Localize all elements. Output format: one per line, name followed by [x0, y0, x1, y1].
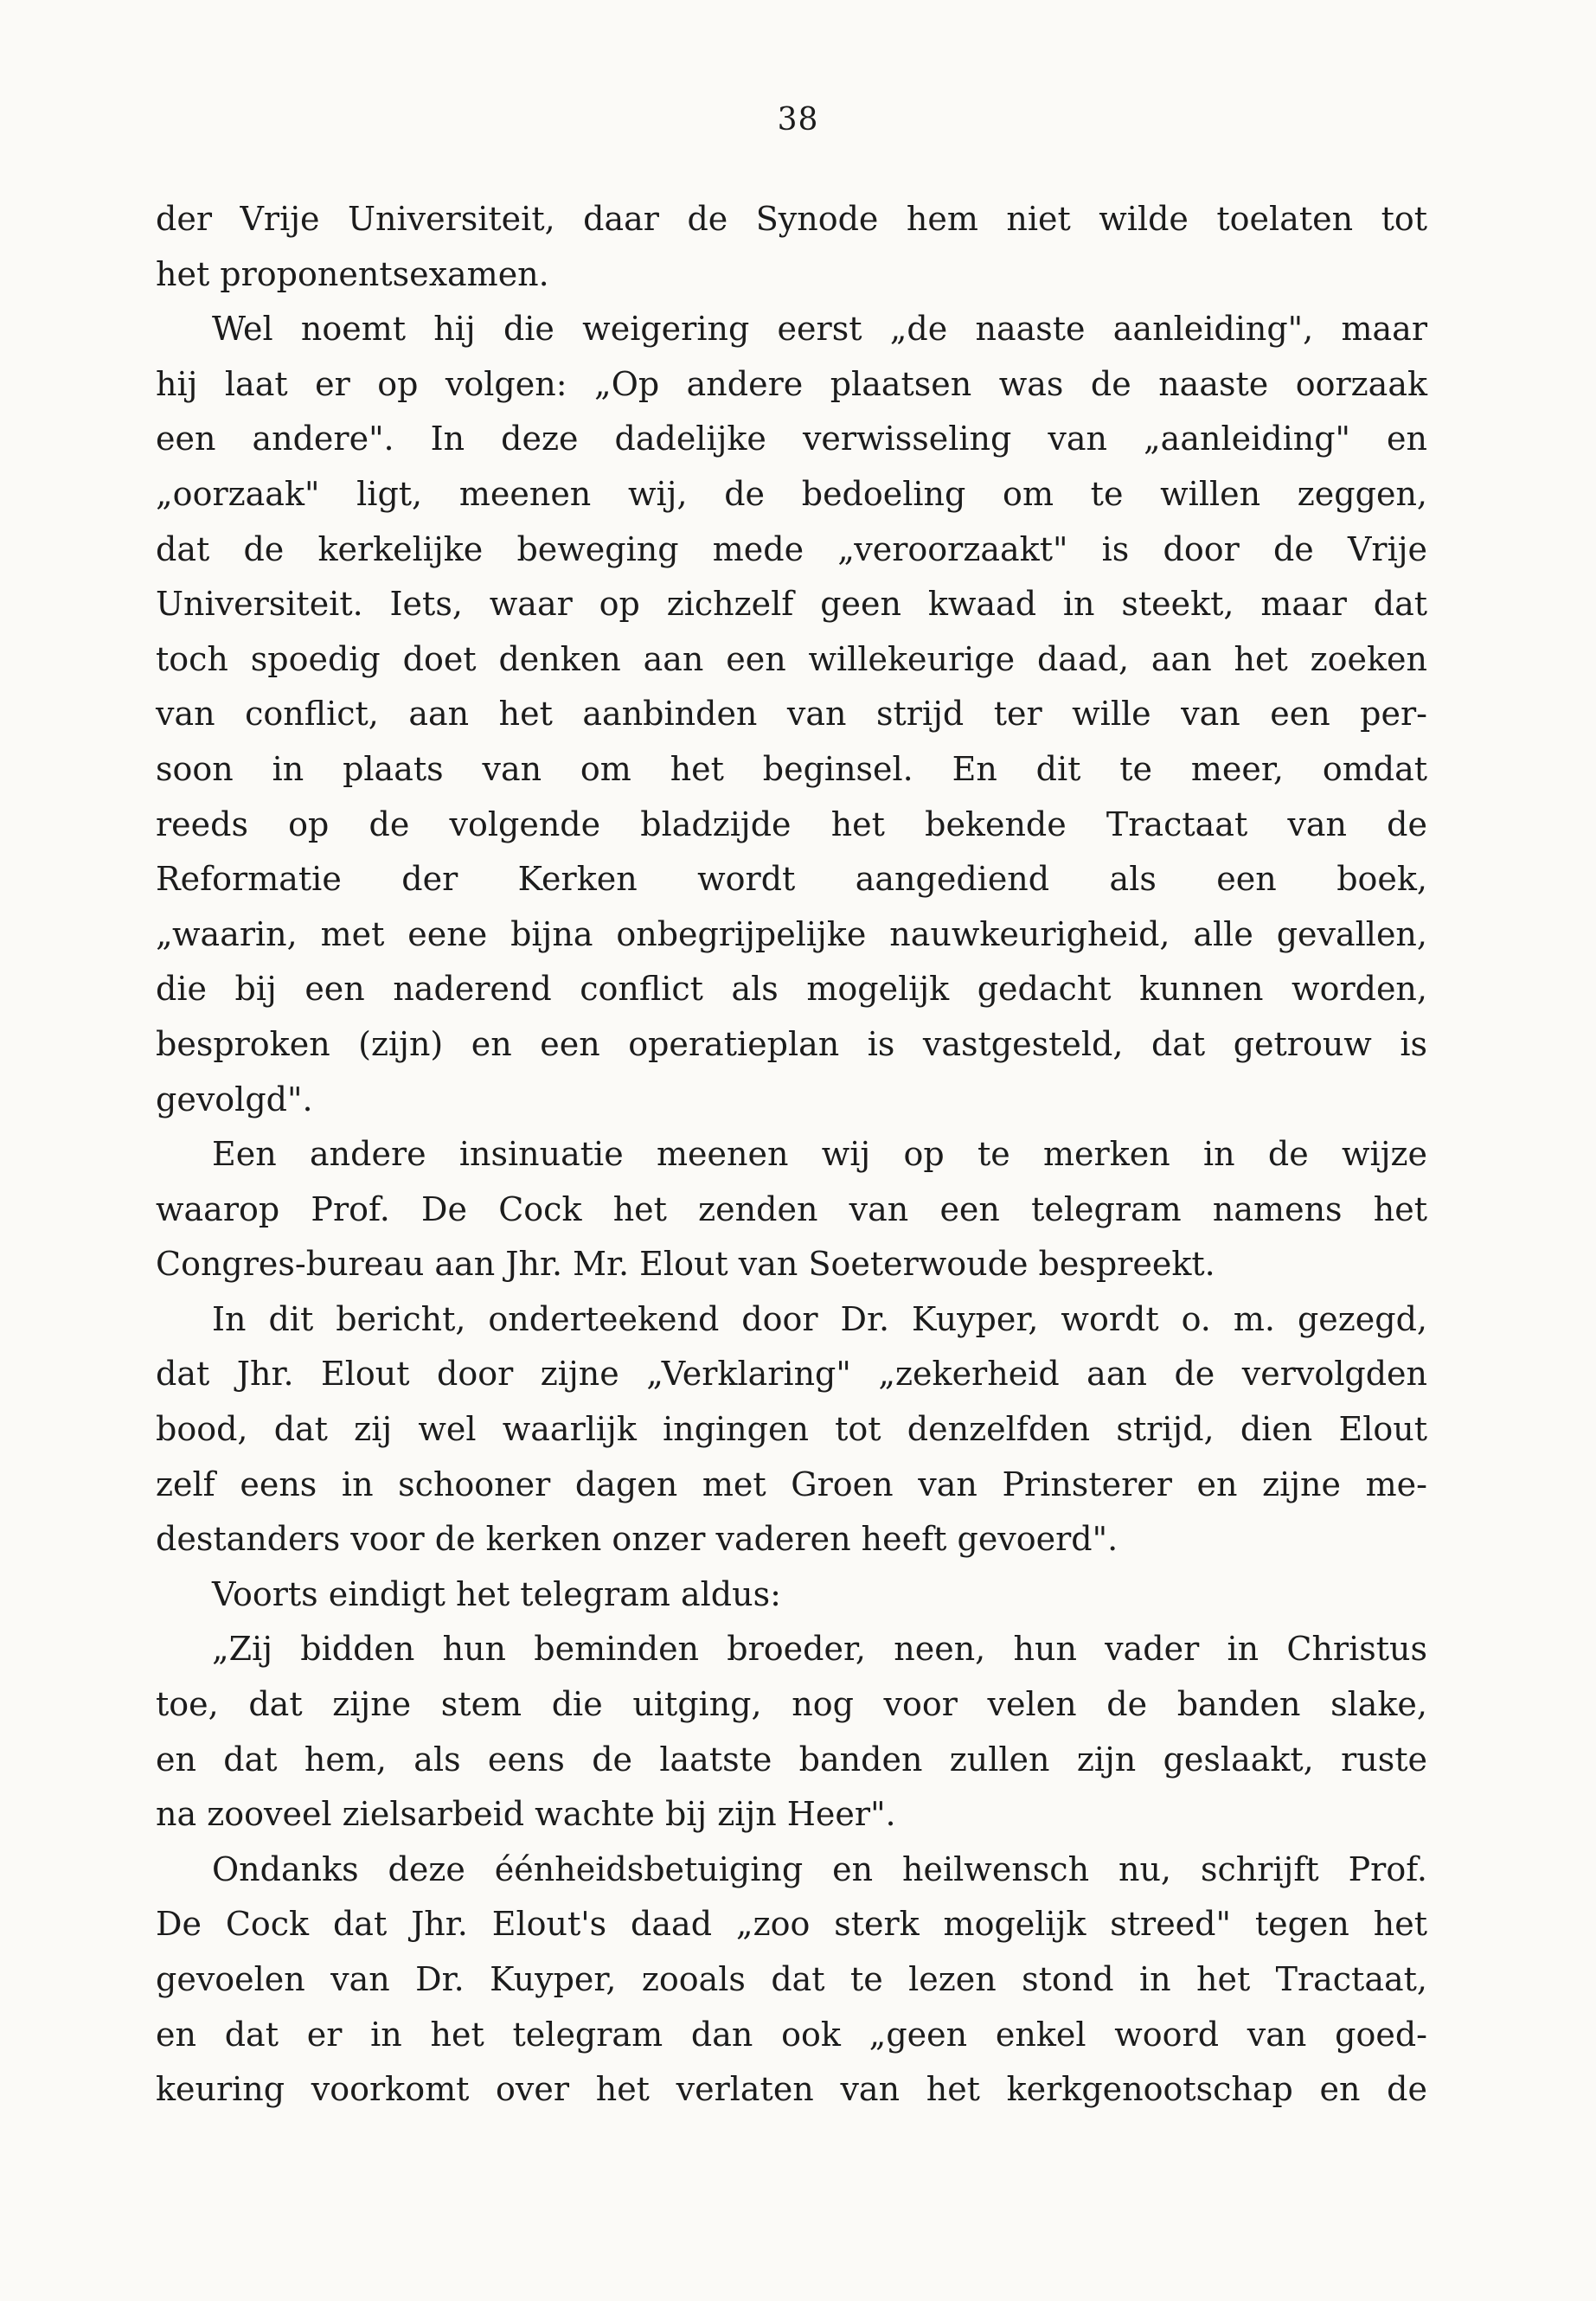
- text-line: „oorzaak" ligt, meenen wij, de bedoeling om te willen zeggen,: [156, 474, 1427, 513]
- text-line: „waarin, met eene bijna onbegrijpelijke nauwkeurigheid, alle gevallen,: [156, 914, 1427, 953]
- text-line: Een andere insinuatie meenen wij op te merken in de wijze: [212, 1135, 1427, 1174]
- text-line: het proponentsexamen.: [156, 254, 549, 293]
- text-line: dat Jhr. Elout door zijne „Verklaring" „zekerheid aan de vervolgden: [156, 1355, 1427, 1394]
- text-line: Reformatie der Kerken wordt aangediend als een boek,: [156, 860, 1427, 899]
- page-number: 38: [777, 102, 819, 138]
- text-line: De Cock dat Jhr. Elout's daad „zoo sterk mogelijk streed" tegen het: [156, 1905, 1427, 1944]
- text-line: die bij een naderend conflict als mogelijk gedacht kunnen worden,: [156, 970, 1427, 1009]
- text-line: toe, dat zijne stem die uitging, nog voor velen de banden slake,: [156, 1685, 1427, 1724]
- text-line: dat de kerkelijke beweging mede „veroorzaakt" is door de Vrije: [156, 529, 1427, 568]
- text-line: gevoelen van Dr. Kuyper, zooals dat te lezen stond in het Tractaat,: [156, 1960, 1427, 1998]
- text-line: keuring voorkomt over het verlaten van het kerkgenootschap en de: [156, 2070, 1427, 2109]
- text-line: hij laat er op volgen: „Op andere plaatsen was de naaste oorzaak: [156, 364, 1427, 403]
- text-line: reeds op de volgende bladzijde het bekende Tractaat van de: [156, 804, 1427, 843]
- text-line: Congres-bureau aan Jhr. Mr. Elout van Soeterwoude bespreekt.: [156, 1245, 1215, 1284]
- text-line: na zooveel zielsarbeid wachte bij zijn Heer".: [156, 1795, 896, 1834]
- text-line: een andere". In deze dadelijke verwisseling van „aanleiding" en: [156, 420, 1427, 458]
- text-line: waarop Prof. De Cock het zenden van een telegram namens het: [156, 1189, 1427, 1228]
- text-line: destanders voor de kerken onzer vaderen heeft gevoerd".: [156, 1520, 1118, 1559]
- text-line: zelf eens in schooner dagen met Groen van Prinsterer en zijne me-: [156, 1465, 1427, 1503]
- text-line: van conflict, aan het aanbinden van strijd ter wille van een per-: [156, 695, 1427, 734]
- body-text: [156, 192, 1427, 2118]
- text-line: bood, dat zij wel waarlijk ingingen tot denzelfden strijd, dien Elout: [156, 1410, 1427, 1449]
- text-line: „Zij bidden hun beminden broeder, neen, hun vader in Christus: [212, 1630, 1427, 1669]
- text-line: en dat er in het telegram dan ook „geen enkel woord van goed-: [156, 2015, 1427, 2054]
- text-line: In dit bericht, onderteekend door Dr. Kuyper, wordt o. m. gezegd,: [212, 1299, 1427, 1338]
- text-line: besproken (zijn) en een operatieplan is vastgesteld, dat getrouw is: [156, 1024, 1427, 1063]
- text-line: gevolgd".: [156, 1080, 313, 1118]
- text-line: en dat hem, als eens de laatste banden zullen zijn geslaakt, ruste: [156, 1740, 1427, 1779]
- text-line: Ondanks deze éénheidsbetuiging en heilwensch nu, schrijft Prof.: [212, 1849, 1427, 1888]
- text-line: Voorts eindigt het telegram aldus:: [212, 1574, 781, 1613]
- text-line: toch spoedig doet denken aan een willekeurige daad, aan het zoeken: [156, 639, 1427, 678]
- text-line: Universiteit. Iets, waar op zichzelf geen kwaad in steekt, maar dat: [156, 585, 1427, 624]
- text-line: der Vrije Universiteit, daar de Synode hem niet wilde toelaten tot: [156, 200, 1427, 238]
- text-line: soon in plaats van om het beginsel. En dit te meer, omdat: [156, 749, 1427, 788]
- text-line: Wel noemt hij die weigering eerst „de naaste aanleiding", maar: [212, 310, 1427, 349]
